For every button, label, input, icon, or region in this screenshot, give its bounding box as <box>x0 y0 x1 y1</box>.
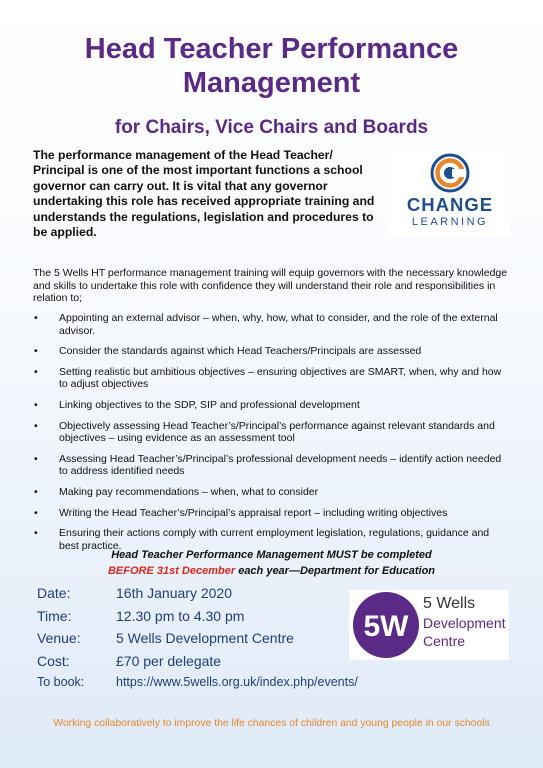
five-wells-line1: 5 Wells <box>423 595 476 612</box>
change-learning-line2: LEARNING <box>411 216 489 228</box>
five-wells-line3: Centre <box>423 633 466 649</box>
date-row <box>37 585 357 608</box>
notice-line-1: Head Teacher Performance Management MUST be completed <box>111 549 432 561</box>
lead-paragraph: The performance management of the Head Teacher/ Principal is one of the most important functions a school governor can carry out. It is vital that any governor undertaking this role has received appropriate training and understands the regulations, legislation and procedures to be applied. <box>33 148 375 240</box>
cost-value: £70 per delegate <box>116 652 222 669</box>
list-item: • Objectively assessing Head Teacher’s/Principal’s performance against relevant standards and objectives – using evidence as an assessment tool <box>33 420 511 445</box>
change-learning-ring-icon <box>430 153 470 193</box>
intro-paragraph: The 5 Wells HT performance management training will equip governors with the necessary knowledge and skills to undertake this role with confidence they will understand their role and responsibilities in relation to; <box>33 267 508 305</box>
date-value: 16th January 2020 <box>116 585 232 601</box>
notice-line-2 <box>0 563 543 579</box>
booking-row <box>37 675 357 698</box>
change-learning-line1: CHANGE <box>406 194 494 215</box>
completion-notice <box>0 547 543 579</box>
list-item: • Making pay recommendations – when, what to consider <box>33 486 511 499</box>
page-subtitle: for Chairs, Vice Chairs and Boards <box>114 117 429 138</box>
venue-value: 5 Wells Development Centre <box>116 630 294 646</box>
change-learning-logo <box>390 148 510 236</box>
list-item: • Consider the standards against which Head Teachers/Principals are assessed <box>33 345 511 358</box>
title-line-1: Head Teacher Performance <box>84 33 459 65</box>
deadline-text: BEFORE 31st December <box>107 565 236 577</box>
time-label: Time: <box>37 607 72 624</box>
list-item: • Assessing Head Teacher’s/Principal’s professional development needs – identify action needed to address identified needs <box>33 453 511 478</box>
five-wells-line2: Development <box>423 615 506 631</box>
page-title <box>0 32 543 100</box>
booking-label: To book: <box>37 675 85 689</box>
five-wells-mark-icon <box>351 590 421 660</box>
list-item: • Appointing an external advisor – when, why, how, what to consider, and the role of the external advisor. <box>33 312 511 337</box>
venue-label: Venue: <box>37 630 81 646</box>
list-item: • Writing the Head Teacher’s/Principal’s appraisal report – including writing objectives <box>33 507 511 520</box>
training-topics-list <box>33 312 511 552</box>
time-row <box>37 608 357 631</box>
event-details <box>37 585 357 698</box>
five-wells-mark-text: 5W <box>363 610 409 643</box>
footer-tagline: Working collaboratively to improve the life chances of children and young people in our schools <box>53 718 490 729</box>
notice-line-2-rest: each year—Department for Education <box>235 565 436 577</box>
venue-row <box>37 630 357 653</box>
five-wells-logo <box>349 590 509 660</box>
date-label: Date: <box>37 585 71 601</box>
time-value: 12.30 pm to 4.30 pm <box>116 607 245 624</box>
title-line-2: Management <box>182 67 361 99</box>
cost-label: Cost: <box>37 652 70 669</box>
cost-row <box>37 653 357 676</box>
list-item: • Setting realistic but ambitious objectives – ensuring objectives are SMART, when, why and how to adjust objectives <box>33 366 511 391</box>
list-item: • Linking objectives to the SDP, SIP and professional development <box>33 399 511 412</box>
list-item: • Ensuring their actions comply with current employment legislation, regulations, guidance and best practice. <box>33 527 511 552</box>
booking-link[interactable]: https://www.5wells.org.uk/index.php/events/ <box>116 675 358 689</box>
